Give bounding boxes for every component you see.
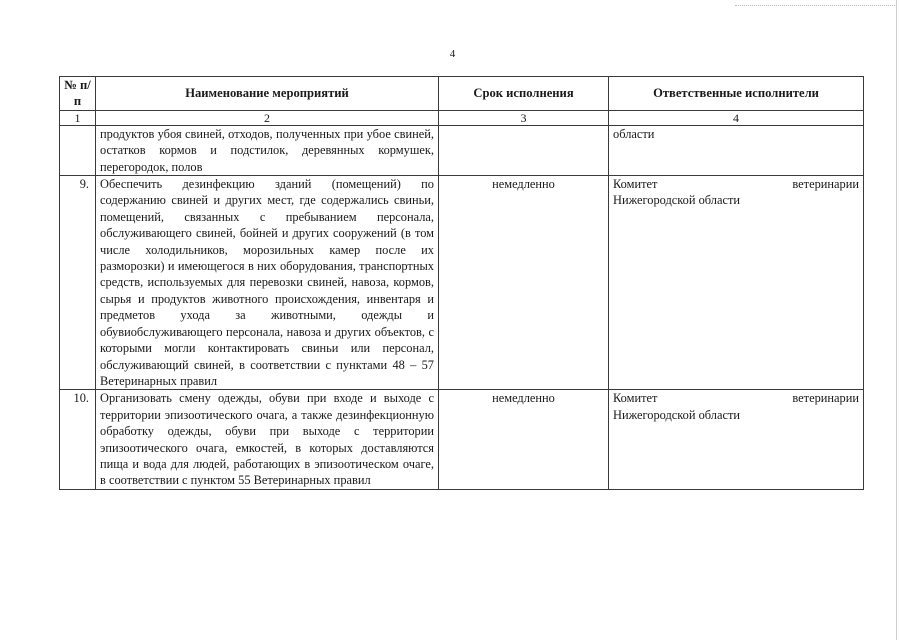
scan-edge-line — [735, 5, 895, 6]
measure-text: Организовать смену одежды, обуви при входе и выходе с территории эпизоотического очага, а также дезинфекционную обработку одежды, обуви при выходе с территории эпизоотического очага, емкостей, в которых доставляются пища и вода для людей, работающих в эпизоотическом очаге, в соответствии с пунктом 55 Ветеринарных правил — [96, 390, 439, 489]
responsible-word: Комитет — [613, 391, 658, 406]
column-number: 3 — [439, 110, 609, 125]
responsible-text: области — [613, 126, 655, 141]
row-number: 9. — [60, 176, 96, 390]
deadline: немедленно — [439, 176, 609, 390]
header-responsible: Ответственные исполнители — [609, 77, 864, 111]
header-measures: Наименование мероприятий — [96, 77, 439, 111]
deadline — [439, 125, 609, 175]
row-number: 10. — [60, 390, 96, 489]
scan-edge — [896, 0, 897, 640]
table-row — [60, 176, 864, 390]
table-header-row — [60, 77, 864, 111]
responsible — [609, 176, 864, 390]
deadline: немедленно — [439, 390, 609, 489]
row-number — [60, 125, 96, 175]
table-row — [60, 125, 864, 175]
responsible-word: ветеринарии — [792, 177, 859, 192]
measure-text: продуктов убоя свиней, отходов, полученных при убое свиней, остатков кормов и подстилок, деревянных кормушек, перегородок, полов — [96, 125, 439, 175]
header-deadline: Срок исполнения — [439, 77, 609, 111]
measures-table — [59, 76, 864, 490]
responsible-line: Нижегородской области — [613, 407, 741, 422]
table-row — [60, 390, 864, 489]
responsible — [609, 390, 864, 489]
measure-text: Обеспечить дезинфекцию зданий (помещений) по содержанию свиней и других мест, где содержались свиньи, помещений, связанных с пребыванием персонала, обслуживающего свиней, бойней и других сооружений (в том числе холодильников, морозильных камер после их разморозки) и имеющегося в них оборудования, транспортных средств, используемых для перевозки свиней, навоза, кормов, сырья и продуктов животного происхождения, инвентаря и предметов ухода за животными, одежды и обувиобслуживающего персонала, навоза и других объектов, с которыми могли контактировать свиньи или персонал, обслуживающий свиней, в соответствии с пунктами 48 – 57 Ветеринарных правил — [96, 176, 439, 390]
column-number-row — [60, 110, 864, 125]
column-number: 4 — [609, 110, 864, 125]
responsible-line — [613, 390, 859, 406]
column-number: 1 — [60, 110, 96, 125]
responsible-line — [613, 176, 859, 192]
responsible-word: Комитет — [613, 177, 658, 192]
page-number: 4 — [449, 48, 456, 60]
responsible — [609, 125, 864, 175]
responsible-word: ветеринарии — [792, 391, 859, 406]
responsible-line: Нижегородской области — [613, 193, 741, 208]
column-number: 2 — [96, 110, 439, 125]
header-num: № п/п — [60, 77, 96, 111]
